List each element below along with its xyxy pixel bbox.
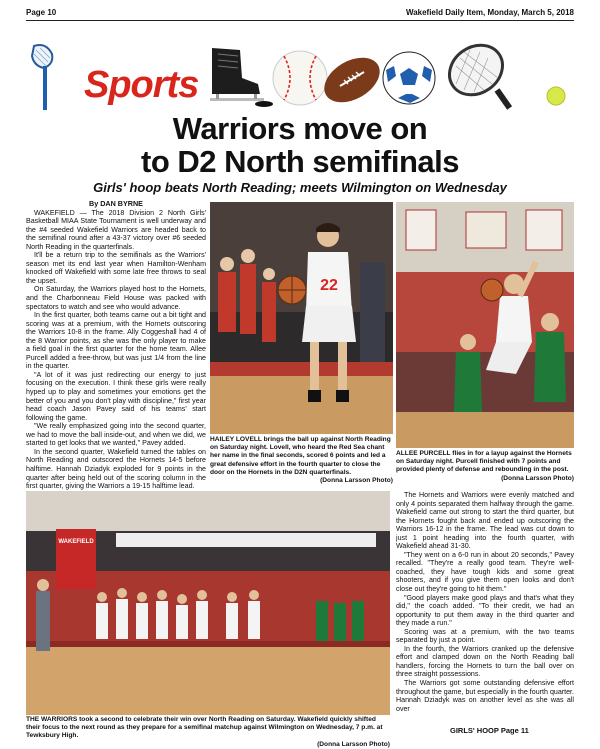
headline-line-2: to D2 North semifinals <box>141 144 459 179</box>
jersey-number: 22 <box>320 277 338 294</box>
paragraph: "We really emphasized going into the second quarter, we had to move the ball inside-out, and when we did, we started to get looks that we wanted," Pavey added. <box>26 422 206 448</box>
paragraph: It'll be a return trip to the semifinals as the Warriors' season met its end last year when Hamilton-Wenham knocked off Wakefield with some late free throws to seal the upset. <box>26 251 206 285</box>
paragraph: "They went on a 6-0 run in about 20 seconds," Pavey recalled. "They're a really good team. They're well-coached, they have tough kids and some great shooters, and if you give them open looks and don't close out they're going to hit them." <box>396 550 574 594</box>
photo-warriors-celebrate <box>26 491 390 715</box>
caption-text: HAILEY LOVELL brings the ball up against North Reading on Saturday night. Lovell, who heard the Red Sea chant her name in the final seconds, scored 6 points and led a great defensive effort in the fourth quarter to close the door on the Hornets in the D2N quarterfinals. <box>210 436 391 476</box>
paragraph: WAKEFIELD — The 2018 Division 2 North Girls' Basketball MIAA State Tournament is well underway and the #4 seeded Wakefield Warriors are headed back to the semifinal round after a 43-37 victory over #6 seeded North Reading in the quarterfinals. <box>26 208 206 251</box>
lacrosse-stick-icon <box>32 45 52 110</box>
gym-banner-text: WAKEFIELD <box>58 539 94 545</box>
subheadline: Girls' hoop beats North Reading; meets Wilmington on Wednesday <box>93 180 507 195</box>
photo-credit: (Donna Larsson Photo) <box>317 740 390 748</box>
tennis-racket-icon <box>440 40 565 110</box>
soccer-ball-icon <box>383 52 435 104</box>
photo-hailey-lovell <box>210 202 393 434</box>
football-icon <box>317 49 388 112</box>
paragraph: In the fourth, the Warriors cranked up the defensive effort and clamped down on the North Reading ball handlers, forcing the Hornets to turn the ball over on three straight possessions. <box>396 644 574 679</box>
continued-on-page: GIRLS' HOOP Page 11 <box>450 726 529 735</box>
page-number-left: Page 10 <box>26 8 57 17</box>
header-rule <box>26 20 574 21</box>
paper-dateline: Wakefield Daily Item, Monday, March 5, 2018 <box>405 8 574 17</box>
paragraph: The Warriors got some outstanding defensive effort throughout the game, but especially in the fourth quarter. Hannah Dziadyk was on another level as she was all over <box>396 679 574 713</box>
paragraph: The Hornets and Warriors were evenly matched and only 4 points separated them halfway through the game. Wakefield came out strong to start the third quarter, but the Hornets fought back and ended up outscoring the Warriors 16-12 in the frame. The lead was cut down to just 1 point heading into the fourth quarter, with Wakefield ahead 31-30. <box>396 491 574 551</box>
paragraph: On Saturday, the Warriors played host to the Hornets, and the Charbonneau Field House was packed with spectators to watch and see who would advance. <box>26 285 206 311</box>
caption-text: THE WARRIORS took a second to celebrate their win over North Reading on Saturday. Wakefield quickly shifted their focus to the next round as they prepare for a semifinal matchup against Wilmington on Wednesday, 7 p.m. at Tewksbury High. <box>26 716 383 740</box>
photo-allee-purcell <box>396 202 574 448</box>
paragraph: "Good players make good plays and that's what they did," the coach added. "To their credit, we had an opportunity to put them away in the third quarter and they made a run." <box>396 593 574 628</box>
baseball-icon <box>273 51 327 105</box>
paragraph: "A lot of it was just redirecting our energy to just focusing on the execution. I think these girls were really hyped up to play and sometimes your emotions get the better of you and you don't play with discipline," first year head coach Jason Pavey said of his teams' start following the game. <box>26 370 206 422</box>
article-column-1 <box>26 200 206 512</box>
photo-credit: (Donna Larsson Photo) <box>501 474 574 482</box>
caption-photo-3 <box>26 716 390 749</box>
caption-photo-1 <box>210 436 393 485</box>
headline-line-1: Warriors move on <box>172 111 428 146</box>
caption-photo-2 <box>396 450 574 483</box>
section-title: Sports <box>84 64 199 106</box>
paragraph: In the first quarter, both teams came out a bit tight and scoring was at a premium, with the Hornets outscoring the Warriors 10-8 in the frame. Ally Coggeshall had 4 of the 8 Warrior points, as she was the only player to make a field goal in the first quarter for the home team. Allee Purcell added a free-throw, but was just 1/4 from the line in the quarter. <box>26 311 206 371</box>
paragraph: Scoring was at a premium, with the two teams separated by just a point. <box>396 627 574 645</box>
byline: By DAN BYRNE <box>89 200 143 208</box>
ice-skate-icon <box>210 48 273 107</box>
caption-text: ALLEE PURCELL flies in for a layup against the Hornets on Saturday night. Purcell finished with 7 points and provided plenty of defense and rebounding in the post. <box>396 450 572 474</box>
paragraph: In the second quarter, Wakefield turned the tables on North Reading and outscored the Hornets 14-5 before halftime. Hannah Dziadyk exploded for 9 points in the quarter after being held out of the scoring column in the first quarter, giving the Warriors a 19-15 halftime lead. <box>26 447 206 491</box>
article-column-3 <box>396 491 574 717</box>
photo-credit: (Donna Larsson Photo) <box>320 477 393 485</box>
